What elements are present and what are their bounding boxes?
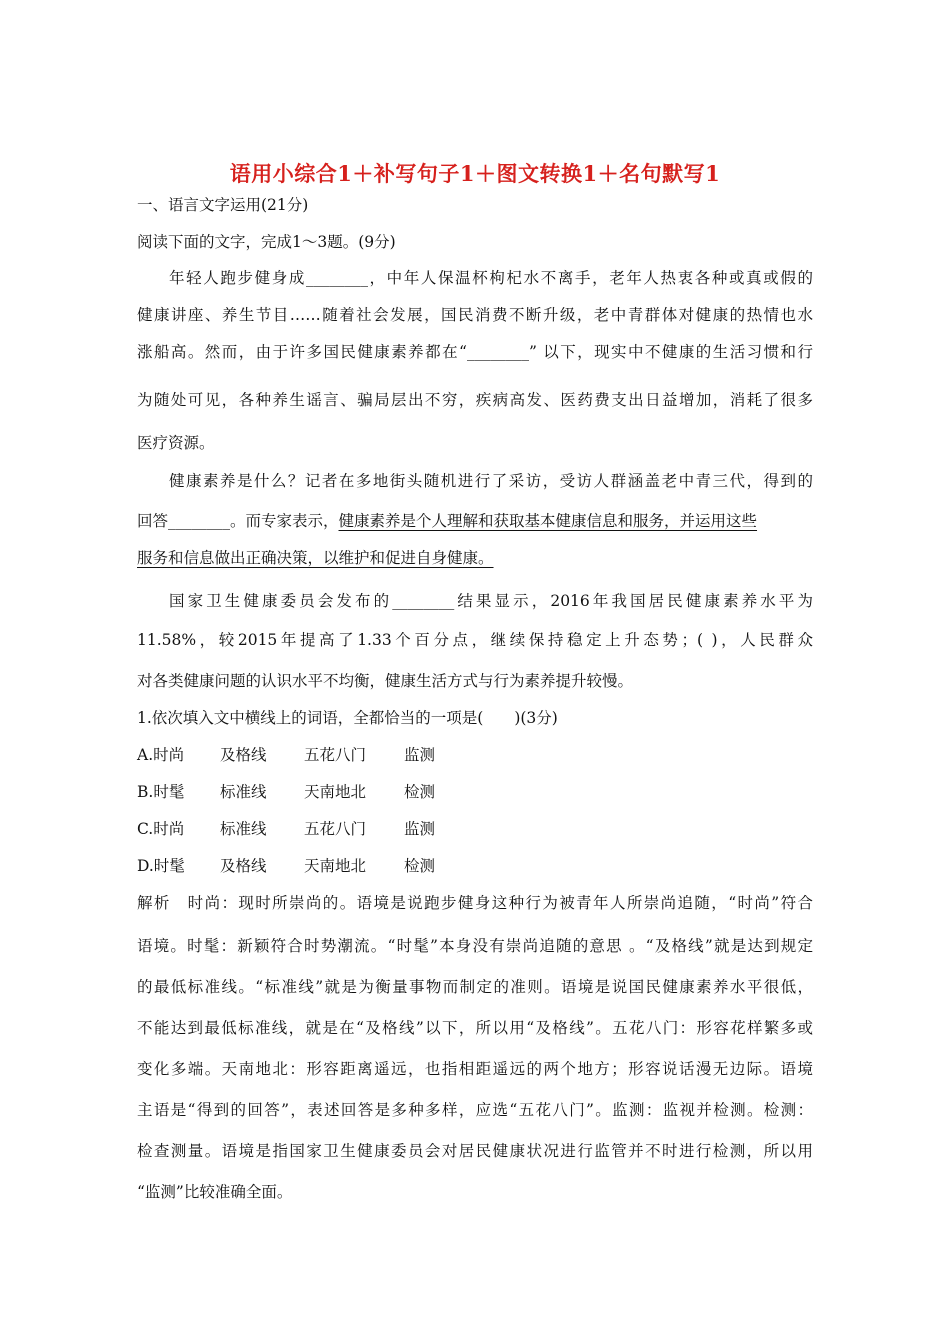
option-a-label: A.时尚 xyxy=(137,746,185,764)
option-c-word-2: 标准线 xyxy=(220,820,267,838)
passage-p1-line-1: 年轻人跑步健身成________，中年人保温杯枸杞水不离手，老年人热衷各种或真或假的 xyxy=(169,269,813,287)
option-d-label: D.时髦 xyxy=(137,857,185,875)
question-1-stem: 1.依次填入文中横线上的词语，全都恰当的一项是( )(3分) xyxy=(137,709,558,727)
option-a-word-2: 及格线 xyxy=(220,746,267,764)
analysis-line-8: “监测”比较准确全面。 xyxy=(137,1183,293,1201)
option-b-word-2: 标准线 xyxy=(220,783,267,801)
passage-p1-line-4: 为随处可见，各种养生谣言、骗局层出不穷，疾病高发、医药费支出日益增加，消耗了很多 xyxy=(137,391,813,409)
option-c-word-4: 监测 xyxy=(404,820,436,838)
option-d-word-3: 天南地北 xyxy=(304,857,367,875)
passage-p1-line-3: 涨船高。然而，由于许多国民健康素养都在“________” 以下，现实中不健康的生活习惯和行 xyxy=(137,343,813,361)
option-a-word-3: 五花八门 xyxy=(304,746,367,764)
reading-instruction: 阅读下面的文字，完成1～3题。(9分) xyxy=(137,233,396,251)
passage-p2-line-3 xyxy=(137,547,494,569)
option-c-label: C.时尚 xyxy=(137,820,185,838)
analysis-line-5: 变化多端。天南地北：形容距离遥远，也指相距遥远的两个地方；形容说话漫无边际。语境 xyxy=(137,1060,813,1078)
analysis-line-1: 解析 时尚：现时所崇尚的。语境是说跑步健身这种行为被青年人所崇尚追随，“时尚”符合 xyxy=(137,894,813,912)
analysis-line-3: 的最低标准线。“标准线”就是为衡量事物而制定的准则。语境是说国民健康素养水平很低， xyxy=(137,978,813,996)
analysis-line-4: 不能达到最低标准线，就是在“及格线”以下，所以用“及格线”。五花八门：形容花样繁多或 xyxy=(137,1019,813,1037)
page-title: 语用小综合1＋补写句子1＋图文转换1＋名句默写1 xyxy=(229,161,721,186)
passage-p3-line-2: 11.58%，较2015年提高了1.33个百分点，继续保持稳定上升态势；( )，人民群众 xyxy=(137,631,813,649)
option-d-word-2: 及格线 xyxy=(220,857,267,875)
option-a-word-4: 监测 xyxy=(404,746,436,764)
underlined-definition-part-2: 服务和信息做出正确决策，以维护和促进自身健康。 xyxy=(137,549,494,567)
passage-p3-line-1: 国家卫生健康委员会发布的________结果显示，2016年我国居民健康素养水平为 xyxy=(169,592,813,610)
passage-p2-line-2 xyxy=(137,510,757,532)
passage-p2-line-2-text: 回答________。而专家表示， xyxy=(137,512,339,530)
option-b-word-4: 检测 xyxy=(404,783,436,801)
passage-p2-line-1: 健康素养是什么？记者在多地街头随机进行了采访，受访人群涵盖老中青三代，得到的 xyxy=(169,472,813,490)
analysis-line-6: 主语是“得到的回答”，表述回答是多种多样，应选“五花八门”。监测：监视并检测。检测： xyxy=(137,1101,813,1119)
passage-p1-line-5: 医疗资源。 xyxy=(137,434,215,452)
analysis-line-7: 检查测量。语境是指国家卫生健康委员会对居民健康状况进行监管并不时进行检测，所以用 xyxy=(137,1142,813,1160)
underlined-definition-part-1: 健康素养是个人理解和获取基本健康信息和服务，并运用这些 xyxy=(338,512,758,530)
option-c-word-3: 五花八门 xyxy=(304,820,367,838)
option-b-word-3: 天南地北 xyxy=(304,783,367,801)
section-heading: 一、语言文字运用(21分) xyxy=(137,196,309,214)
option-d-word-4: 检测 xyxy=(404,857,436,875)
passage-p3-line-3: 对各类健康问题的认识水平不均衡，健康生活方式与行为素养提升较慢。 xyxy=(137,672,634,690)
analysis-line-2: 语境。时髦：新颖符合时势潮流。“时髦”本身没有崇尚追随的意思 。“及格线”就是达到规定 xyxy=(137,937,813,955)
option-b-label: B.时髦 xyxy=(137,783,185,801)
passage-p1-line-2: 健康讲座、养生节目……随着社会发展，国民消费不断升级，老中青群体对健康的热情也水 xyxy=(137,306,813,324)
